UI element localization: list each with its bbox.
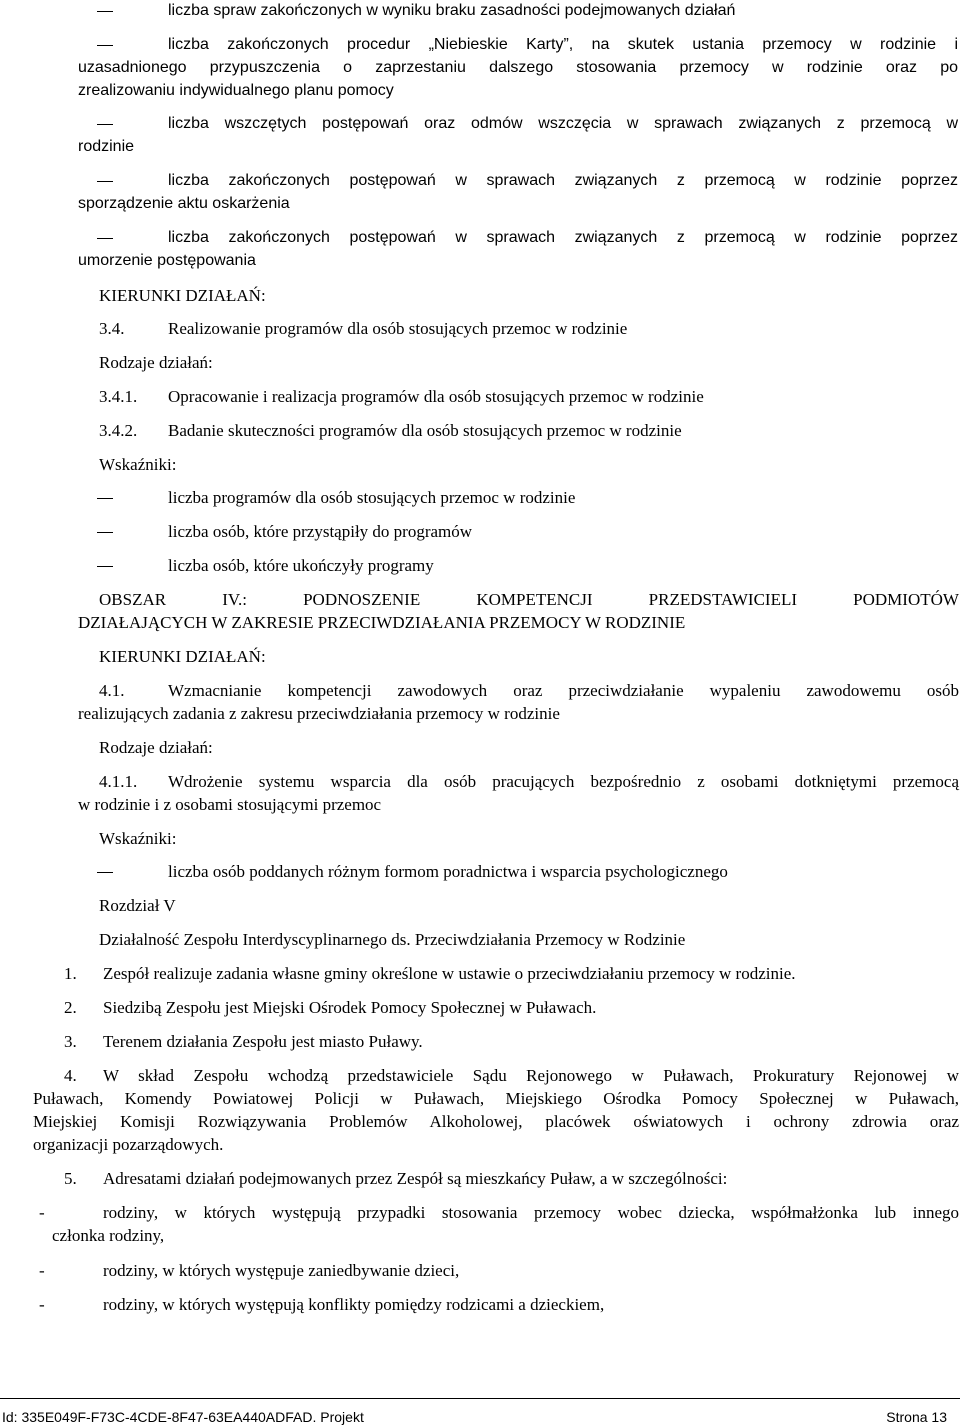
heading-word: PODNOSZENIE <box>303 590 421 609</box>
indicators-label: Wskaźniki: <box>99 829 177 848</box>
indicator-line: liczba spraw zakończonych w wyniku braku zasadności podejmowanych działań <box>168 2 736 19</box>
chapter-title: Rozdział V <box>99 896 176 915</box>
directions-label: KIERUNKI DZIAŁAŃ: <box>99 286 266 305</box>
bullet-dash <box>97 498 113 499</box>
chapter-subtitle: Działalność Zespołu Interdyscyplinarnego ds. Przeciwdziałania Przemocy w Rodzinie <box>99 930 686 949</box>
indicator-line: umorzenie postępowania <box>78 252 256 269</box>
direction-title: Wzmacnianie kompetencji zawodowych oraz przeciwdziałanie wypaleniu zawodowemu osób <box>168 681 959 700</box>
recipient-text: członka rodziny, <box>52 1226 165 1245</box>
indicator-line: liczba zakończonych postępowań w sprawach związanych z przemocą w rodzinie poprzez <box>168 172 958 189</box>
action-title: Opracowanie i realizacja programów dla osób stosujących przemoc w rodzinie <box>168 387 704 406</box>
area-heading <box>99 590 959 610</box>
footer-id: Id: 335E049F-F73C-4CDE-8F47-63EA440ADFAD. Projekt <box>2 1409 364 1425</box>
bullet-dash <box>97 11 113 12</box>
bullet-dash <box>97 532 113 533</box>
area-heading-line2: DZIAŁAJĄCYCH W ZAKRESIE PRZECIWDZIAŁANIA PRZEMOCY W RODZINIE <box>78 613 686 632</box>
bullet-dash <box>97 566 113 567</box>
bullet-dash <box>97 238 113 239</box>
point-text: W skład Zespołu wchodzą przedstawiciele Sądu Rejonowego w Puławach, Prokuratury Rejonowej w <box>103 1066 959 1085</box>
point-text: Adresatami działań podejmowanych przez Zespół są mieszkańcy Puław, a w szczególności: <box>103 1169 728 1188</box>
actions-label: Rodzaje działań: <box>99 353 213 372</box>
point-number: 1. <box>64 964 77 983</box>
indicator-line: uzasadnionego przypuszczenia o zaprzestaniu dalszego stosowania przemocy w rodzinie oraz po <box>78 59 958 76</box>
point-number: 4. <box>64 1066 77 1085</box>
recipient-text: rodziny, w których występuje zaniedbywanie dzieci, <box>103 1261 460 1280</box>
point-number: 3. <box>64 1032 77 1051</box>
indicator-line: liczba wszczętych postępowań oraz odmów wszczęcia w sprawach związanych z przemocą w <box>168 115 958 132</box>
point-text: Puławach, Komendy Powiatowej Policji w Puławach, Miejskiego Ośrodka Pomocy Społecznej w Puławach, <box>33 1089 959 1108</box>
heading-word: PODMIOTÓW <box>853 590 959 609</box>
bullet-dash <box>97 872 113 873</box>
indicator-line: rodzinie <box>78 138 135 155</box>
point-text: organizacji pozarządowych. <box>33 1135 224 1154</box>
indicator-line: sporządzenie aktu oskarżenia <box>78 195 290 212</box>
direction-number: 4.1. <box>99 681 125 700</box>
indicator-line: liczba zakończonych procedur „Niebieskie Karty”, na skutek ustania przemocy w rodzinie i <box>168 36 958 53</box>
direction-number: 3.4. <box>99 319 125 338</box>
heading-word: PRZEDSTAWICIELI <box>648 590 798 609</box>
heading-word: OBSZAR <box>99 590 167 609</box>
actions-label: Rodzaje działań: <box>99 738 213 757</box>
action-title-cont: w rodzinie i z osobami stosującymi przemoc <box>78 795 382 814</box>
direction-title-cont: realizujących zadania z zakresu przeciwdziałania przemocy w rodzinie <box>78 704 560 723</box>
heading-word: KOMPETENCJI <box>476 590 593 609</box>
action-number: 4.1.1. <box>99 772 138 791</box>
recipient-mark: - <box>39 1295 45 1314</box>
recipient-mark: - <box>39 1261 45 1280</box>
directions-label: KIERUNKI DZIAŁAŃ: <box>99 647 266 666</box>
recipient-text: rodziny, w których występują przypadki stosowania przemocy wobec dziecka, współmałżonka lub innego <box>103 1203 959 1222</box>
bullet-dash <box>97 124 113 125</box>
footer-separator <box>0 1398 960 1399</box>
footer-page-number: Strona 13 <box>886 1409 947 1425</box>
recipient-mark: - <box>39 1203 45 1222</box>
indicator-line: zrealizowaniu indywidualnego planu pomocy <box>78 82 394 99</box>
direction-title: Realizowanie programów dla osób stosujących przemoc w rodzinie <box>168 319 628 338</box>
point-number: 5. <box>64 1169 77 1188</box>
point-text: Zespół realizuje zadania własne gminy określone w ustawie o przeciwdziałaniu przemocy w rodzinie. <box>103 964 796 983</box>
indicator-line: liczba osób, które ukończyły programy <box>168 556 434 575</box>
indicators-label: Wskaźniki: <box>99 455 177 474</box>
indicator-line: liczba programów dla osób stosujących przemoc w rodzinie <box>168 488 576 507</box>
indicator-line: liczba osób, które przystąpiły do programów <box>168 522 473 541</box>
point-text: Miejskiej Komisji Rozwiązywania Problemów Alkoholowej, placówek oświatowych i ochrony zdrowia oraz <box>33 1112 959 1131</box>
action-number: 3.4.1. <box>99 387 138 406</box>
heading-word: IV.: <box>222 590 247 609</box>
bullet-dash <box>97 45 113 46</box>
recipient-text: rodziny, w których występują konflikty pomiędzy rodzicami a dzieckiem, <box>103 1295 605 1314</box>
point-text: Terenem działania Zespołu jest miasto Puławy. <box>103 1032 423 1051</box>
bullet-dash <box>97 181 113 182</box>
action-number: 3.4.2. <box>99 421 138 440</box>
action-title: Badanie skuteczności programów dla osób stosujących przemoc w rodzinie <box>168 421 682 440</box>
indicator-line: liczba zakończonych postępowań w sprawach związanych z przemocą w rodzinie poprzez <box>168 229 958 246</box>
indicator-line: liczba osób poddanych różnym formom poradnictwa i wsparcia psychologicznego <box>168 862 728 881</box>
action-title: Wdrożenie systemu wsparcia dla osób pracujących bezpośrednio z osobami dotkniętymi przemocą <box>168 772 959 791</box>
point-number: 2. <box>64 998 77 1017</box>
point-text: Siedzibą Zespołu jest Miejski Ośrodek Pomocy Społecznej w Puławach. <box>103 998 597 1017</box>
